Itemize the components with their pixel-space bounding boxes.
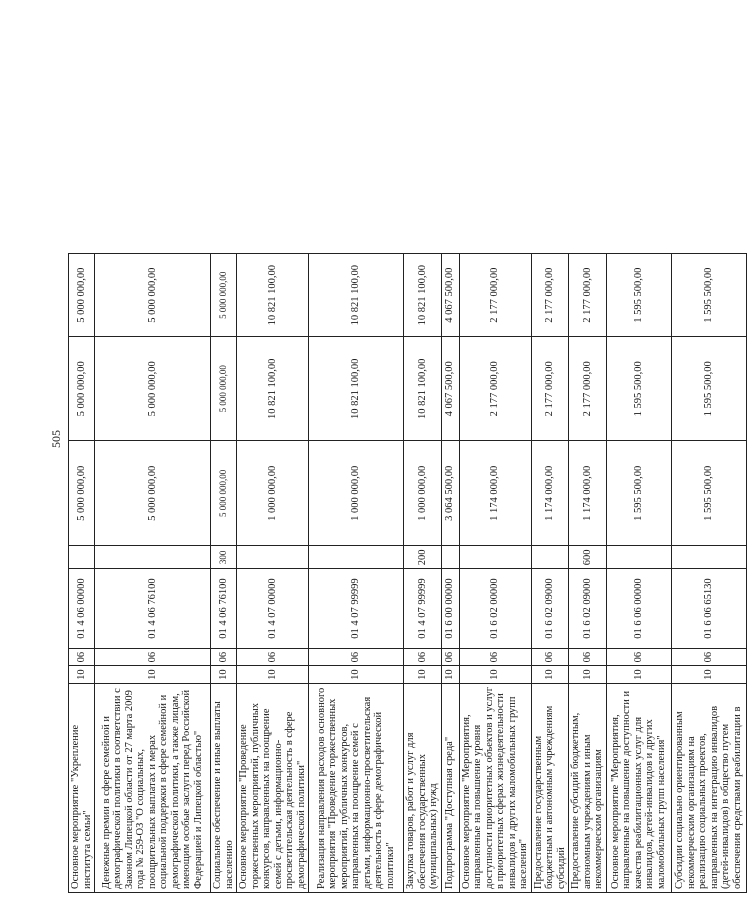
table-cell-section: 10 — [606, 666, 671, 684]
table-row — [69, 254, 95, 893]
table-cell-target-article: 01 6 06 65130 — [671, 569, 746, 649]
table-cell-expense-type — [237, 546, 309, 569]
table-cell-expense-type — [69, 546, 95, 569]
table-cell-target-article: 01 4 07 99999 — [309, 569, 404, 649]
table-cell-amount-3: 2 177 000,00 — [569, 254, 607, 337]
table-cell-section: 10 — [211, 666, 237, 684]
table-cell-name: Закупка товаров, работ и услуг для обеспечения государственных (муниципальных) нужд — [404, 683, 442, 892]
table-cell-name: Предоставление государственным бюджетным и автономным учреждениям субсидий — [531, 683, 569, 892]
table-cell-amount-2: 5 000 000,00 — [211, 337, 237, 441]
table-cell-target-article: 01 4 07 99999 — [404, 569, 442, 649]
table-cell-amount-3: 2 177 000,00 — [459, 254, 531, 337]
table-cell-expense-type — [441, 546, 459, 569]
table-cell-section: 10 — [531, 666, 569, 684]
table-row — [309, 254, 404, 893]
table-cell-expense-type: 200 — [404, 546, 442, 569]
table-cell-amount-1: 5 000 000,00 — [95, 441, 211, 546]
table-row — [237, 254, 309, 893]
table-cell-subsection: 06 — [531, 648, 569, 666]
table-cell-target-article: 01 4 06 00000 — [69, 569, 95, 649]
table-cell-name: Основное мероприятие "Мероприятия, направленные на повышение доступности и качества реабилитационных услуг для инвалидов, детей-инвалидов и других маломобильных групп населения" — [606, 683, 671, 892]
table-cell-expense-type — [459, 546, 531, 569]
table-cell-subsection: 06 — [211, 648, 237, 666]
table-cell-amount-2: 1 595 500,00 — [606, 337, 671, 441]
table-cell-amount-3: 10 821 100,00 — [237, 254, 309, 337]
table-row — [531, 254, 569, 893]
table-cell-target-article: 01 6 02 09000 — [569, 569, 607, 649]
table-cell-subsection: 06 — [569, 648, 607, 666]
table-row — [441, 254, 459, 893]
table-cell-target-article: 01 4 07 00000 — [237, 569, 309, 649]
table-cell-amount-1: 5 000 000,00 — [211, 441, 237, 546]
table-cell-target-article: 01 6 02 09000 — [531, 569, 569, 649]
table-cell-amount-1: 1 174 000,00 — [569, 441, 607, 546]
table-cell-target-article: 01 4 06 76100 — [211, 569, 237, 649]
table-row — [95, 254, 211, 893]
table-cell-expense-type — [671, 546, 746, 569]
table-cell-target-article: 01 6 00 00000 — [441, 569, 459, 649]
table-cell-subsection: 06 — [671, 648, 746, 666]
table-cell-subsection: 06 — [309, 648, 404, 666]
table-cell-subsection: 06 — [404, 648, 442, 666]
table-cell-expense-type — [606, 546, 671, 569]
table-cell-target-article: 01 6 02 00000 — [459, 569, 531, 649]
table-cell-name: Предоставление субсидий бюджетным, автономным учреждениям и иным некоммерческим организациям — [569, 683, 607, 892]
table-row — [569, 254, 607, 893]
table-cell-name: Подпрограмма "Доступная среда" — [441, 683, 459, 892]
table-cell-target-article: 01 4 06 76100 — [95, 569, 211, 649]
table-cell-name: Субсидии социально ориентированным некоммерческим организациям на реализацию социальных проектов, направленных на интеграцию инвалидов (детей-инвалидов) в общество путем обеспечения средствами реабилитации в — [671, 683, 746, 892]
table-cell-amount-3: 4 067 500,00 — [441, 254, 459, 337]
table-cell-section: 10 — [95, 666, 211, 684]
table-cell-amount-2: 4 067 500,00 — [441, 337, 459, 441]
table-cell-amount-1: 1 000 000,00 — [237, 441, 309, 546]
table-row — [404, 254, 442, 893]
table-cell-amount-3: 1 595 500,00 — [606, 254, 671, 337]
table-cell-name: Основное мероприятие "Укрепление института семьи" — [69, 683, 95, 892]
table-cell-section: 10 — [569, 666, 607, 684]
table-cell-name: Основное мероприятие "Проведение торжественных мероприятий, публичных конкурсов, направленных на поощрение семей с детьми, информационно-просветительская деятельность в сфере демографической политики" — [237, 683, 309, 892]
table-cell-subsection: 06 — [606, 648, 671, 666]
table-cell-subsection: 06 — [441, 648, 459, 666]
table-cell-name: Социальное обеспечение и иные выплаты населению — [211, 683, 237, 892]
table-cell-name: Реализация направления расходов основного мероприятия "Проведение торжественных мероприятий, публичных конкурсов, направленных на поощрение семей с детьми, информационно-просветительская деятельность в сфере демографической политики" — [309, 683, 404, 892]
table-cell-subsection: 06 — [69, 648, 95, 666]
table-cell-amount-2: 10 821 100,00 — [404, 337, 442, 441]
table-cell-amount-3: 10 821 100,00 — [404, 254, 442, 337]
table-cell-name: Основное мероприятие "Мероприятия, направленные на повышение уровня доступности приоритетных объектов и услуг в приоритетных сферах жизнедеятельности инвалидов и других маломобильных групп населения" — [459, 683, 531, 892]
table-cell-section: 10 — [237, 666, 309, 684]
table-cell-amount-3: 5 000 000,00 — [69, 254, 95, 337]
table-cell-section: 10 — [69, 666, 95, 684]
table-cell-expense-type — [309, 546, 404, 569]
table-cell-subsection: 06 — [237, 648, 309, 666]
table-cell-amount-2: 5 000 000,00 — [95, 337, 211, 441]
page-number: 505 — [49, 430, 63, 448]
table-cell-expense-type: 600 — [569, 546, 607, 569]
table-cell-amount-1: 5 000 000,00 — [69, 441, 95, 546]
table-cell-amount-1: 1 000 000,00 — [309, 441, 404, 546]
table-row — [459, 254, 531, 893]
table-cell-amount-3: 2 177 000,00 — [531, 254, 569, 337]
table-cell-amount-1: 1 000 000,00 — [404, 441, 442, 546]
table-cell-amount-3: 10 821 100,00 — [309, 254, 404, 337]
budget-table — [68, 253, 747, 893]
table-cell-section: 10 — [404, 666, 442, 684]
table-cell-amount-1: 1 595 500,00 — [606, 441, 671, 546]
table-cell-amount-2: 2 177 000,00 — [459, 337, 531, 441]
table-cell-amount-3: 5 000 000,00 — [95, 254, 211, 337]
table-cell-expense-type — [531, 546, 569, 569]
table-cell-expense-type: 300 — [211, 546, 237, 569]
table-cell-amount-2: 2 177 000,00 — [569, 337, 607, 441]
table-cell-section: 10 — [309, 666, 404, 684]
table-cell-section: 10 — [459, 666, 531, 684]
table-cell-section: 10 — [671, 666, 746, 684]
table-cell-subsection: 06 — [95, 648, 211, 666]
table-cell-expense-type — [95, 546, 211, 569]
table-row — [606, 254, 671, 893]
table-cell-amount-2: 1 595 500,00 — [671, 337, 746, 441]
table-cell-amount-2: 2 177 000,00 — [531, 337, 569, 441]
table-cell-amount-2: 10 821 100,00 — [309, 337, 404, 441]
table-cell-amount-2: 10 821 100,00 — [237, 337, 309, 441]
table-cell-amount-3: 5 000 000,00 — [211, 254, 237, 337]
table-cell-target-article: 01 6 06 00000 — [606, 569, 671, 649]
table-cell-amount-1: 1 174 000,00 — [531, 441, 569, 546]
table-cell-name: Денежные премии в сфере семейной и демографической политики в соответствии с Законом Липецкой области от 27 марта 2009 года № 259-ОЗ "О социальных, поощрительных выплатах и мерах социальной поддержки в сфере семейной и демографической политики, а также лицам, имеющим особые заслуги перед Российской Федерацией и Липецкой областью" — [95, 683, 211, 892]
table-cell-amount-1: 1 174 000,00 — [459, 441, 531, 546]
table-row — [671, 254, 746, 893]
table-cell-subsection: 06 — [459, 648, 531, 666]
table-cell-amount-1: 1 595 500,00 — [671, 441, 746, 546]
table-cell-section: 10 — [441, 666, 459, 684]
table-cell-amount-3: 1 595 500,00 — [671, 254, 746, 337]
table-cell-amount-2: 5 000 000,00 — [69, 337, 95, 441]
table-row — [211, 254, 237, 893]
table-cell-amount-1: 3 064 500,00 — [441, 441, 459, 546]
